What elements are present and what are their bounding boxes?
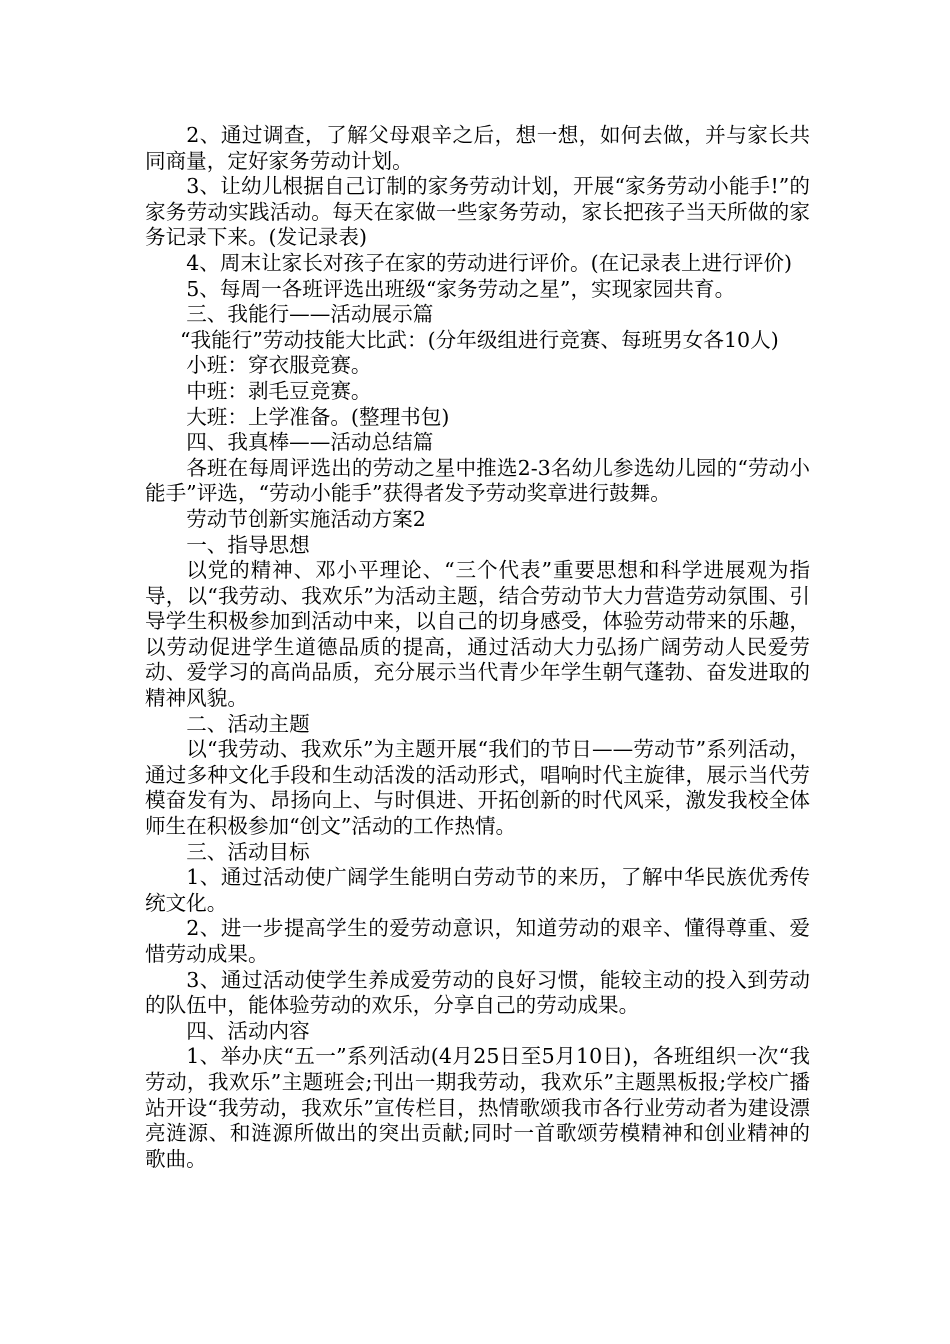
paragraph-guiding-ideology: 以党的精神、邓小平理论、“三个代表”重要思想和科学进展观为指导，以“我劳动、我欢乐”为活动主题，结合劳动节大力营造劳动氛围、引导学生积极参加到活动中来，以自己的切身感受，体验劳动带来的乐趣，以劳动促进学生道德品质的提高，通过活动大力弘扬广阔劳动人民爱劳动、爱学习的高尚品质，充分展示当代青少年学生朝气蓬勃、奋发进取的精神风貌。 [145, 558, 810, 711]
document-body [145, 123, 810, 1172]
section-heading-guiding-ideology: 一、指导思想 [186, 532, 310, 557]
section-heading-summary: 四、我真棒——活动总结篇 [186, 430, 434, 455]
section-heading-goals: 三、活动目标 [186, 839, 310, 864]
section-heading-theme: 二、活动主题 [186, 711, 310, 736]
paragraph-goal-3: 3、通过活动使学生养成爱劳动的良好习惯，能较主动的投入到劳动的队伍中，能体验劳动的欢乐，分享自己的劳动成果。 [145, 967, 810, 1018]
section-heading-showcase: 三、我能行——活动展示篇 [186, 302, 434, 327]
paragraph-step-5: 5、每周一各班评选出班级“家务劳动之星”，实现家园共育。 [186, 276, 736, 301]
paragraph-large-class: 大班：上学准备。(整理书包) [186, 404, 450, 429]
paragraph-skills-contest: “我能行”劳动技能大比武：(分年级组进行竞赛、每班男女各10人) [180, 327, 779, 352]
section-heading-content: 四、活动内容 [186, 1018, 310, 1043]
document-subtitle-plan-2: 劳动节创新实施活动方案2 [186, 506, 426, 531]
paragraph-middle-class: 中班：剥毛豆竞赛。 [186, 378, 372, 403]
paragraph-step-3: 3、让幼儿根据自己订制的家务劳动计划，开展“家务劳动小能手!”的家务劳动实践活动。每天在家做一些家务劳动，家长把孩子当天所做的家务记录下来。(发记录表) [145, 174, 810, 250]
paragraph-goal-2: 2、进一步提高学生的爱劳动意识，知道劳动的艰辛、懂得尊重、爱惜劳动成果。 [145, 916, 810, 966]
paragraph-step-4: 4、周末让家长对孩子在家的劳动进行评价。(在记录表上进行评价) [186, 250, 792, 275]
paragraph-small-class: 小班：穿衣服竞赛。 [186, 353, 372, 378]
paragraph-content-1: 1、举办庆“五一”系列活动(4月25日至5月10日)，各班组织一次“我劳动，我欢乐”主题班会;刊出一期我劳动，我欢乐”主题黑板报;学校广播站开设“我劳动，我欢乐”宣传栏目，热情歌颂我市各行业劳动者为建设漂亮涟源、和涟源所做出的突出贡献;同时一首歌颂劳模精神和创业精神的歌曲。 [145, 1044, 810, 1171]
paragraph-step-2: 2、通过调查，了解父母艰辛之后，想一想，如何去做，并与家长共同商量，定好家务劳动计划。 [145, 123, 810, 173]
paragraph-summary: 各班在每周评选出的劳动之星中推选2-3名幼儿参选幼儿园的“劳动小能手”评选，“劳动小能手”获得者发予劳动奖章进行鼓舞。 [145, 455, 810, 506]
paragraph-goal-1: 1、通过活动使广阔学生能明白劳动节的来历，了解中华民族优秀传统文化。 [145, 865, 810, 915]
paragraph-theme: 以“我劳动、我欢乐”为主题开展“我们的节日——劳动节”系列活动，通过多种文化手段和生动活泼的活动形式，唱响时代主旋律，展示当代劳模奋发有为、昂扬向上、与时俱进、开拓创新的时代风采，激发我校全体师生在积极参加“创文”活动的工作热情。 [145, 737, 810, 839]
